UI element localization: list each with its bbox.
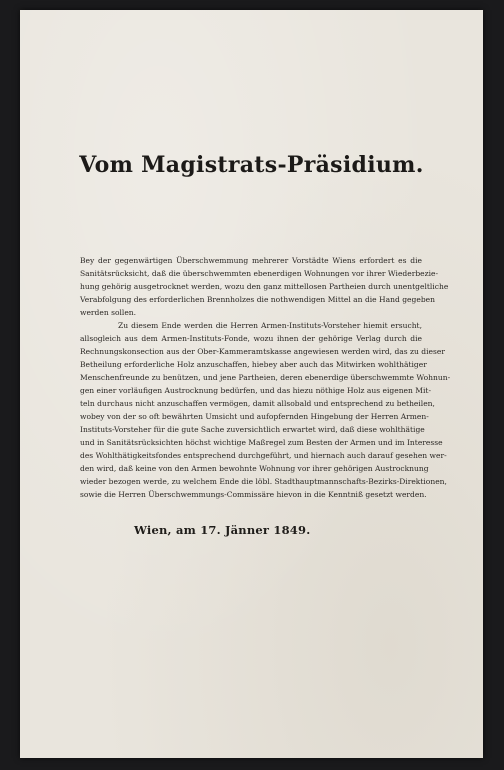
document-title: Vom Magistrats-Präsidium.: [79, 152, 424, 178]
text-line: Zu diesem Ende werden die Herren Armen-Instituts-Vorsteher hiemit ersucht,: [118, 321, 422, 330]
text-line: teln durchaus nicht anzuschaffen vermögen, damit allsobald und entsprechend zu betheilen,: [80, 399, 435, 408]
text-line: allsogleich aus dem Armen-Instituts-Fonde, wozu ihnen der gehörige Verlag durch die: [80, 334, 422, 343]
text-line: werden sollen.: [80, 308, 137, 317]
text-line: und in Sanitätsrücksichten höchst wichtige Maßregel zum Besten der Armen und im Interesse: [80, 438, 443, 447]
text-line: des Wohlthätigkeitsfondes entsprechend durchgeführt, und hiernach auch darauf gesehen wer-: [80, 451, 447, 460]
paragraph-1: [80, 254, 449, 319]
paragraph-2: [80, 319, 451, 501]
text-line: wobey von der so oft bewährten Umsicht und aufopfernden Hingebung der Herren Armen-: [80, 412, 429, 421]
text-line: wieder bezogen werde, zu welchem Ende die löbl. Stadthauptmannschafts-Bezirks-Direktionen,: [80, 477, 447, 486]
text-line: Instituts-Vorsteher für die gute Sache zuversichtlich erwartet wird, daß diese wohlthätige: [80, 425, 425, 434]
text-line: Verabfolgung des erforderlichen Brennholzes die nothwendigen Mittel an die Hand gegeben: [80, 295, 435, 304]
text-line: Rechnungskonsection aus der Ober-Kammeramtskasse angewiesen werden wird, das zu dieser: [80, 347, 445, 356]
text-line: Betheilung erforderliche Holz anzuschaffen, hiebey aber auch das Mitwirken wohlthätiger: [80, 360, 427, 369]
text-line: Sanitätsrücksicht, daß die überschwemmten ebenerdigen Wohnungen vor ihrer Wiederbezie-: [80, 269, 439, 278]
document-page: [20, 10, 483, 758]
text-line: gen einer vorläufigen Austrocknung bedürfen, und das hiezu nöthige Holz aus eigenen Mit-: [80, 386, 432, 395]
text-line: Bey der gegenwärtigen Überschwemmung mehrerer Vorstädte Wiens erfordert es die: [80, 256, 422, 265]
dateline: Wien, am 17. Jänner 1849.: [134, 523, 311, 537]
text-line: hung gehörig ausgetrocknet werden, wozu den ganz mittellosen Partheien durch unentgeltliche: [80, 282, 449, 291]
text-line: den wird, daß keine von den Armen bewohnte Wohnung vor ihrer gehörigen Austrocknung: [80, 464, 429, 473]
text-line: sowie die Herren Überschwemmungs-Commissäre hievon in die Kenntniß gesetzt werden.: [80, 490, 427, 499]
text-line: Menschenfreunde zu benützen, und jene Partheien, deren ebenerdige überschwemmte Wohnun-: [80, 373, 451, 382]
